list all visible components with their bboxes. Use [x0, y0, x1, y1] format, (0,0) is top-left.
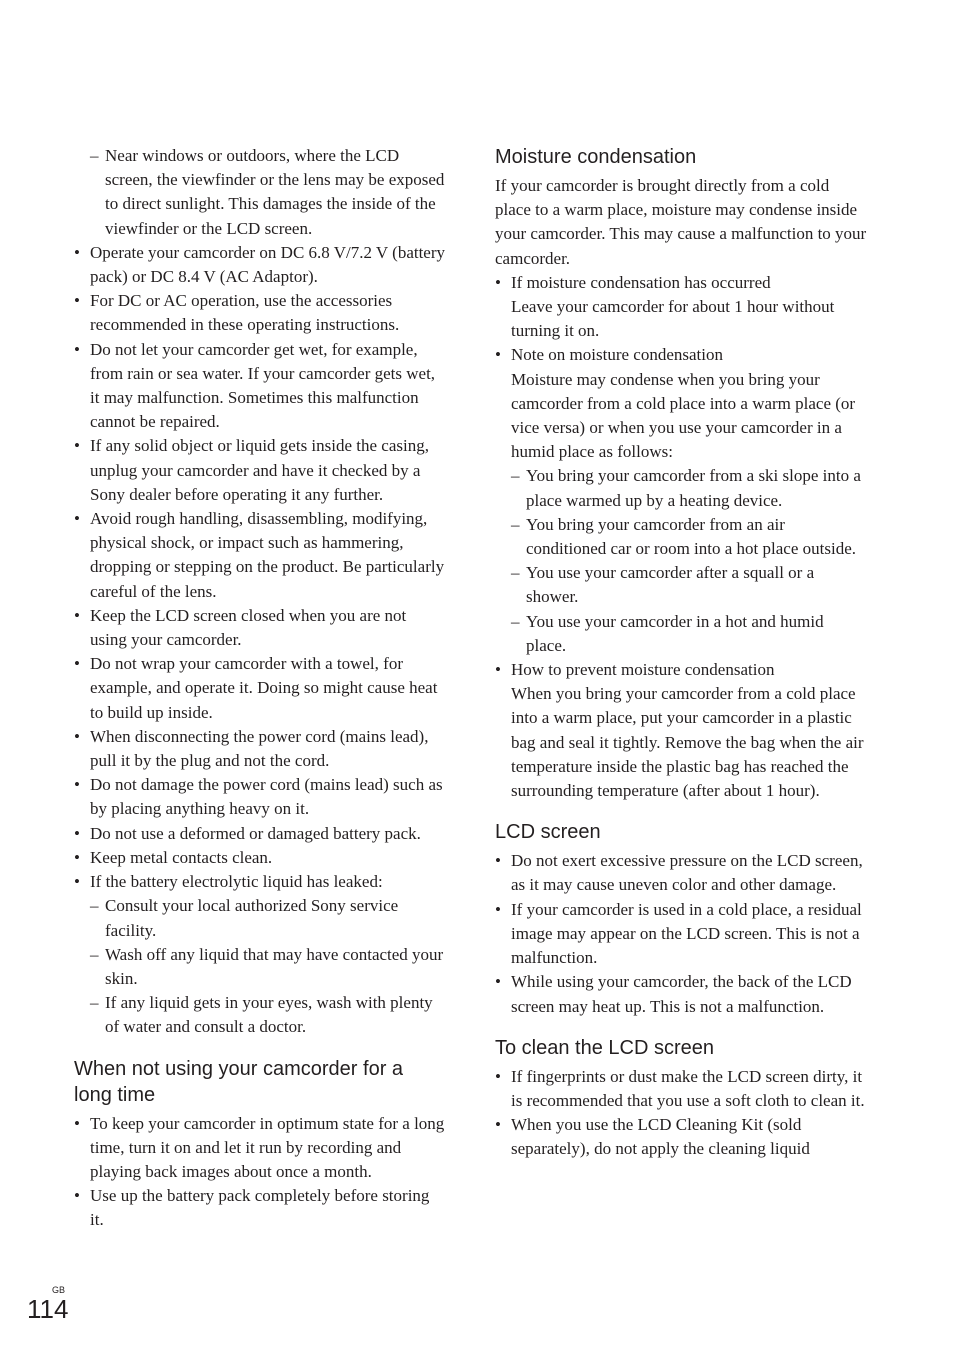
moisture-list	[495, 271, 867, 803]
list-item: • Operate your camcorder on DC 6.8 V/7.2 V (battery pack) or DC 8.4 V (AC Adaptor).	[74, 241, 446, 289]
page-number: 114	[27, 1294, 69, 1324]
section-heading-moisture: Moisture condensation	[495, 146, 697, 168]
list-item: – Consult your local authorized Sony service facility.	[90, 894, 446, 942]
leak-item-label: If the battery electrolytic liquid has leaked:	[90, 872, 383, 892]
list-item: • When disconnecting the power cord (mains lead), pull it by the plug and not the cord.	[74, 725, 446, 773]
intro-dash-list	[74, 144, 446, 241]
occurred-title: • If moisture condensation has occurred	[511, 272, 771, 292]
list-item: – Wash off any liquid that may have contacted your skin.	[90, 943, 446, 991]
list-item: – Near windows or outdoors, where the LCD screen, the viewfinder or the lens may be exposed to direct sunlight. This damages the inside of the viewfinder or the LCD screen.	[90, 144, 446, 241]
note-text: Moisture may condense when you bring your camcorder from a cold place into a warm place (or vice versa) or when you use your camcorder in a humid place as follows:	[511, 369, 856, 462]
list-item: – You use your camcorder in a hot and humid place.	[511, 610, 867, 658]
not-using-list	[74, 1112, 446, 1233]
region-code: GB	[52, 1285, 66, 1295]
list-item: • Do not let your camcorder get wet, for example, from rain or sea water. If your camcorder gets wet, it may malfunction. Sometimes this malfunction cannot be repaired.	[74, 338, 446, 435]
note-dash-list	[511, 464, 867, 658]
list-item: • If your camcorder is used in a cold place, a residual image may appear on the LCD screen. This is not a malfunction.	[495, 898, 867, 971]
list-item	[74, 870, 446, 1039]
prevent-title: • How to prevent moisture condensation	[511, 660, 775, 680]
list-item: • While using your camcorder, the back of the LCD screen may heat up. This is not a malfunction.	[495, 970, 867, 1018]
moisture-intro: If your camcorder is brought directly from a cold place to a warm place, moisture may condense inside your camcorder. This may cause a malfunction to your camcorder.	[495, 176, 867, 268]
list-item: • If any solid object or liquid gets inside the casing, unplug your camcorder and have it checked by a Sony dealer before operating it any further.	[74, 434, 446, 507]
list-item: – You use your camcorder after a squall or a shower.	[511, 561, 867, 609]
list-item: • For DC or AC operation, use the accessories recommended in these operating instructions.	[74, 289, 446, 337]
list-item: • Use up the battery pack completely before storing it.	[74, 1184, 446, 1232]
section-heading-not-using: When not using your camcorder for a long time	[74, 1057, 404, 1106]
section-heading-lcd: LCD screen	[495, 821, 601, 844]
list-item: – You bring your camcorder from a ski slope into a place warmed up by a heating device.	[511, 464, 867, 512]
list-item	[495, 343, 867, 658]
list-item: • Do not wrap your camcorder with a towel, for example, and operate it. Doing so might cause heat to build up inside.	[74, 652, 446, 725]
list-item: • To keep your camcorder in optimum state for a long time, turn it on and let it run by recording and playing back images about once a month.	[74, 1112, 446, 1185]
prevent-text: When you bring your camcorder from a cold place into a warm place, put your camcorder in a plastic bag and seal it tightly. Remove the bag when the air temperature inside the plastic bag has reached the surrounding temperature (after about 1 hour).	[511, 684, 864, 801]
list-item	[495, 658, 867, 803]
list-item: • Do not use a deformed or damaged battery pack.	[74, 822, 446, 846]
list-item: • Do not exert excessive pressure on the LCD screen, as it may cause uneven color and other damage.	[495, 849, 867, 897]
lcd-list	[495, 849, 867, 1018]
list-item: • If fingerprints or dust make the LCD screen dirty, it is recommended that you use a soft cloth to clean it.	[495, 1065, 867, 1113]
clean-list	[495, 1065, 867, 1162]
list-item: • When you use the LCD Cleaning Kit (sold separately), do not apply the cleaning liquid	[495, 1113, 867, 1161]
note-title: • Note on moisture condensation	[511, 345, 723, 365]
list-item: • Do not damage the power cord (mains lead) such as by placing anything heavy on it.	[74, 773, 446, 821]
list-item	[495, 271, 867, 344]
precaution-list	[74, 241, 446, 1040]
occurred-text: Leave your camcorder for about 1 hour without turning it on.	[511, 297, 835, 341]
section-heading-clean: To clean the LCD screen	[495, 1036, 715, 1059]
list-item: – If any liquid gets in your eyes, wash with plenty of water and consult a doctor.	[90, 991, 446, 1039]
list-item: • Keep metal contacts clean.	[74, 846, 446, 870]
right-column	[495, 144, 867, 1162]
list-item: – You bring your camcorder from an air conditioned car or room into a hot place outside.	[511, 513, 867, 561]
left-column	[74, 144, 446, 1233]
list-item: • Keep the LCD screen closed when you are not using your camcorder.	[74, 604, 446, 652]
leak-dash-list	[90, 894, 446, 1039]
list-item: • Avoid rough handling, disassembling, modifying, physical shock, or impact such as hammering, dropping or stepping on the product. Be particularly careful of the lens.	[74, 507, 446, 604]
